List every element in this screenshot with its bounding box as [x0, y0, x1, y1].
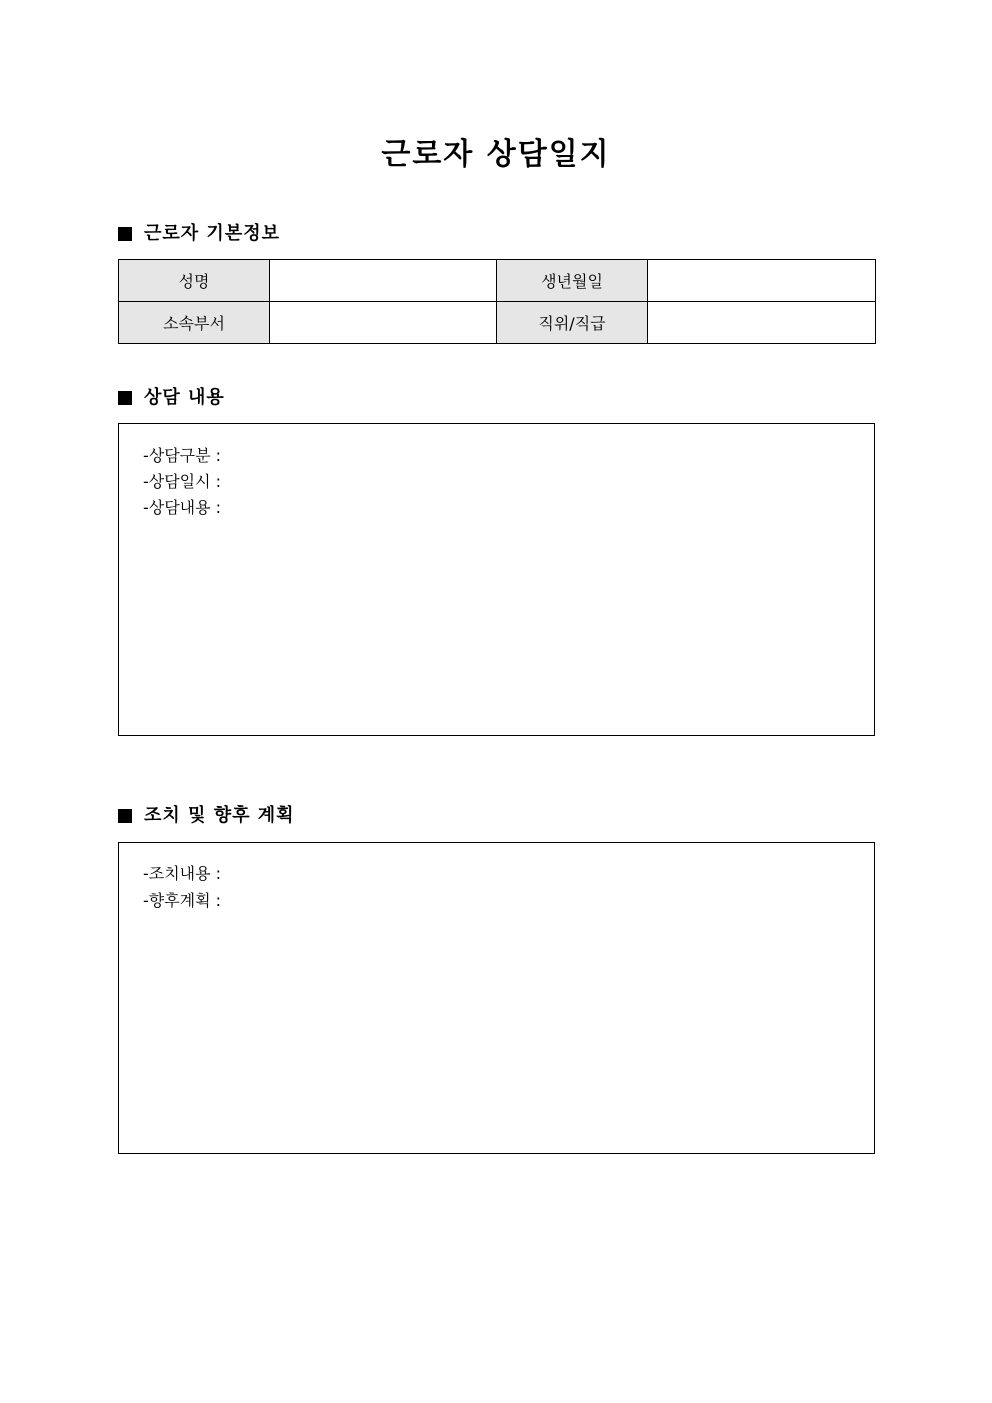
department-field[interactable] — [270, 302, 497, 344]
counsel-content-box[interactable] — [118, 423, 875, 736]
future-plan-line: -향후계획 : — [143, 891, 222, 910]
name-label: 성명 — [119, 260, 270, 302]
section-heading-action — [118, 803, 295, 829]
counsel-datetime-line: -상담일시 : — [143, 472, 222, 491]
counsel-type-line: -상담구분 : — [143, 446, 222, 465]
position-label: 직위/직급 — [497, 302, 648, 344]
section-heading-label: 근로자 기본정보 — [144, 223, 280, 244]
page-title: 근로자 상담일지 — [381, 137, 611, 172]
action-content-line: -조치내용 : — [143, 864, 222, 883]
square-bullet-icon — [118, 227, 132, 241]
basic-info-table — [118, 259, 876, 344]
section-heading-counsel — [118, 385, 225, 411]
section-heading-label: 조치 및 향후 계획 — [144, 805, 295, 826]
position-field[interactable] — [648, 302, 876, 344]
birthdate-label: 생년월일 — [497, 260, 648, 302]
square-bullet-icon — [118, 809, 132, 823]
square-bullet-icon — [118, 391, 132, 405]
action-plan-box[interactable] — [118, 842, 875, 1154]
department-label: 소속부서 — [119, 302, 270, 344]
birthdate-field[interactable] — [648, 260, 876, 302]
table-row — [119, 302, 876, 344]
name-field[interactable] — [270, 260, 497, 302]
section-heading-label: 상담 내용 — [144, 387, 225, 408]
section-heading-basic-info — [118, 221, 280, 247]
counsel-content-line: -상담내용 : — [143, 498, 222, 517]
table-row — [119, 260, 876, 302]
